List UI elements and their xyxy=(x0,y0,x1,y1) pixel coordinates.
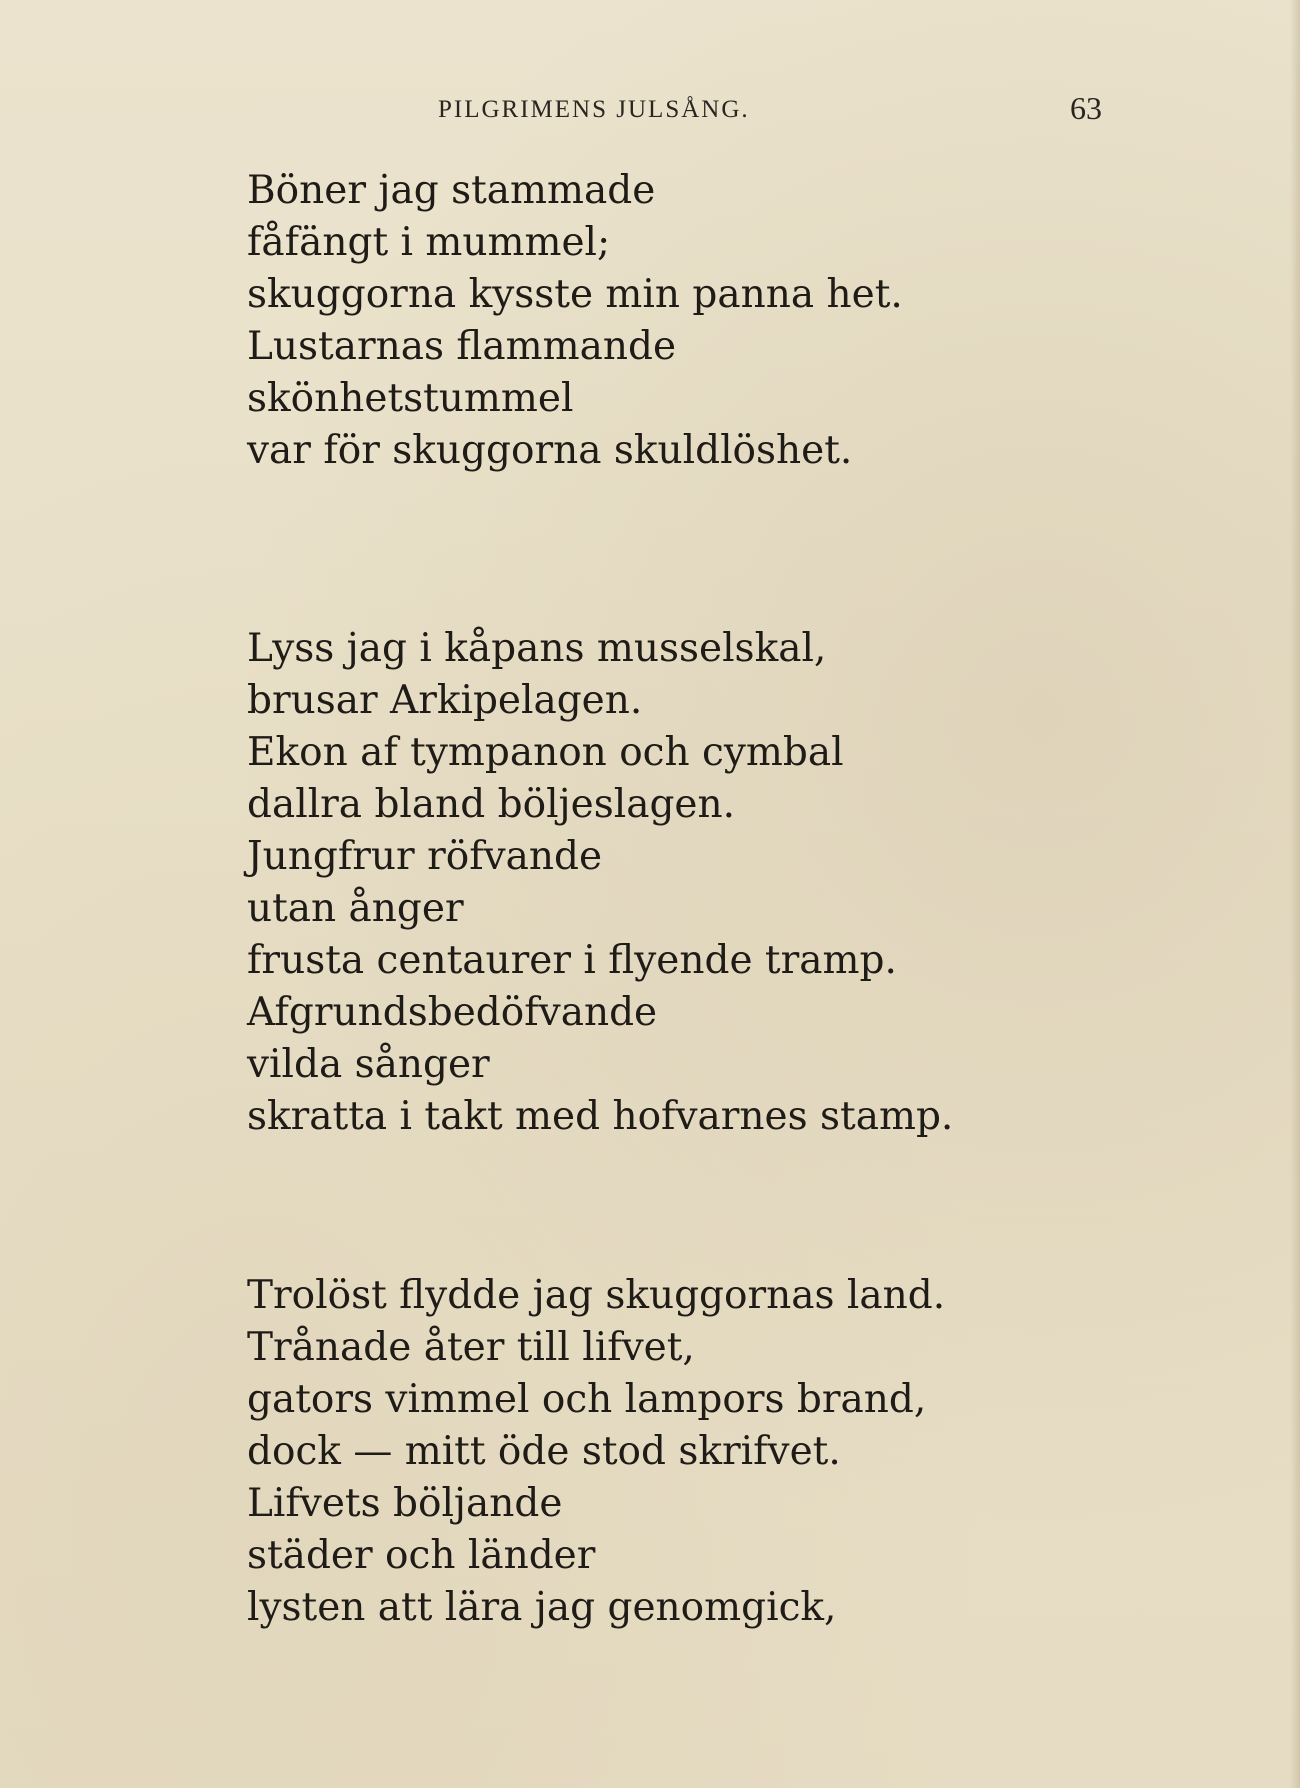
verse-line: dallra bland böljeslagen. xyxy=(247,782,736,827)
verse-line: var för skuggorna skuldlöshet. xyxy=(247,428,853,473)
verse-line: frusta centaurer i flyende tramp. xyxy=(247,938,897,983)
verse-line: Jungfrur röfvande xyxy=(247,834,603,879)
verse-line: fåfängt i mummel; xyxy=(247,220,611,265)
page-number: 63 xyxy=(1070,90,1102,126)
verse-line: brusar Arkipelagen. xyxy=(247,678,643,723)
verse-line: Lyss jag i kåpans musselskal, xyxy=(247,626,827,671)
verse-line: skuggorna kysste min panna het. xyxy=(247,272,903,317)
verse-line: Ekon af tympanon och cymbal xyxy=(247,730,844,775)
page-edge-shadow xyxy=(1290,0,1300,1788)
verse-line: Trolöst flydde jag skuggornas land. xyxy=(247,1273,946,1318)
verse-line: städer och länder xyxy=(247,1533,596,1578)
verse-line: gators vimmel och lampors brand, xyxy=(247,1377,927,1422)
verse-line: lysten att lära jag genomgick, xyxy=(247,1585,837,1630)
verse-line: utan ånger xyxy=(247,886,464,931)
running-title: PILGRIMENS JULSÅNG. xyxy=(438,96,750,123)
verse-line: Lifvets böljande xyxy=(247,1481,563,1526)
verse-line: skratta i takt med hofvarnes stamp. xyxy=(247,1094,954,1139)
stanza-2 xyxy=(247,623,953,1143)
stanza-1 xyxy=(247,165,903,477)
verse-line: Trånade åter till lifvet, xyxy=(247,1325,695,1370)
verse-line: skönhetstummel xyxy=(247,376,574,421)
verse-line: Afgrundsbedöfvande xyxy=(247,990,658,1035)
verse-line: dock — mitt öde stod skrifvet. xyxy=(247,1429,841,1474)
verse-line: vilda sånger xyxy=(247,1042,490,1087)
stanza-3 xyxy=(247,1270,945,1634)
verse-line: Lustarnas flammande xyxy=(247,324,677,369)
verse-line: Böner jag stammade xyxy=(247,168,656,213)
